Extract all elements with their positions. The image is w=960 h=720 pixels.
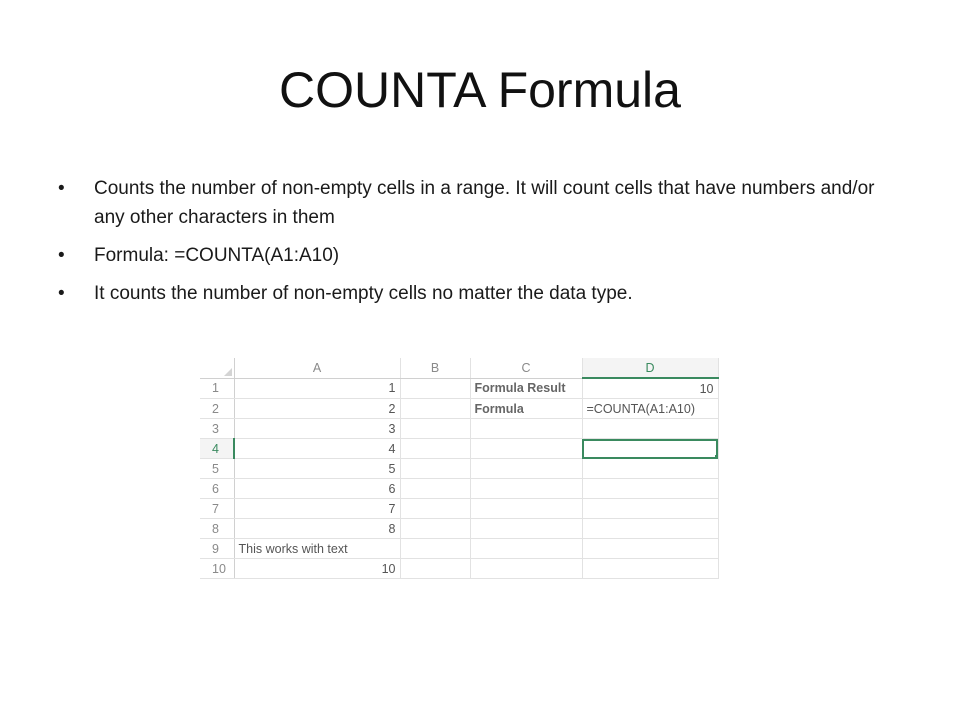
table-row: [200, 539, 718, 559]
cell-d8[interactable]: [582, 519, 718, 539]
spreadsheet: [200, 358, 719, 579]
table-row: [200, 519, 718, 539]
cell-b9[interactable]: [400, 539, 470, 559]
cell-a9[interactable]: This works with text: [234, 539, 400, 559]
cell-a5[interactable]: 5: [234, 459, 400, 479]
bullet-dot: •: [58, 178, 65, 199]
column-header-c[interactable]: C: [470, 358, 582, 378]
bullet-item: [58, 174, 878, 232]
cell-c8[interactable]: [470, 519, 582, 539]
table-row: [200, 459, 718, 479]
cell-b2[interactable]: [400, 399, 470, 419]
cell-a1[interactable]: 1: [234, 378, 400, 399]
table-row: [200, 499, 718, 519]
cell-b8[interactable]: [400, 519, 470, 539]
cell-b3[interactable]: [400, 419, 470, 439]
cell-c5[interactable]: [470, 459, 582, 479]
cell-a7[interactable]: 7: [234, 499, 400, 519]
cell-d10[interactable]: [582, 559, 718, 579]
cell-d9[interactable]: [582, 539, 718, 559]
row-header[interactable]: 5: [200, 459, 234, 479]
cell-a10[interactable]: 10: [234, 559, 400, 579]
cell-d7[interactable]: [582, 499, 718, 519]
row-header[interactable]: 10: [200, 559, 234, 579]
bullet-dot: •: [58, 245, 65, 266]
cell-d1[interactable]: 10: [582, 378, 718, 399]
cell-a2[interactable]: 2: [234, 399, 400, 419]
column-header-a[interactable]: A: [234, 358, 400, 378]
cell-d6[interactable]: [582, 479, 718, 499]
cell-a8[interactable]: 8: [234, 519, 400, 539]
cell-d5[interactable]: [582, 459, 718, 479]
bullet-list: [58, 174, 878, 317]
row-header[interactable]: 6: [200, 479, 234, 499]
cell-c2[interactable]: Formula: [470, 399, 582, 419]
row-header[interactable]: 4: [200, 439, 234, 459]
row-header[interactable]: 9: [200, 539, 234, 559]
cell-b7[interactable]: [400, 499, 470, 519]
table-row: [200, 559, 718, 579]
table-row: [200, 399, 718, 419]
cell-b6[interactable]: [400, 479, 470, 499]
select-all-corner[interactable]: [200, 358, 234, 378]
cell-b4[interactable]: [400, 439, 470, 459]
row-header[interactable]: 3: [200, 419, 234, 439]
table-row: [200, 439, 718, 459]
row-header[interactable]: 1: [200, 378, 234, 399]
bullet-text: Counts the number of non-empty cells in a range. It will count cells that have numbers and/or any other characters in them: [94, 178, 875, 228]
column-header-b[interactable]: B: [400, 358, 470, 378]
fill-handle[interactable]: [715, 455, 719, 459]
cell-a4[interactable]: 4: [234, 439, 400, 459]
table-row: [200, 378, 718, 399]
bullet-text: Formula: =COUNTA(A1:A10): [94, 245, 340, 266]
cell-c7[interactable]: [470, 499, 582, 519]
cell-a6[interactable]: 6: [234, 479, 400, 499]
cell-c6[interactable]: [470, 479, 582, 499]
cell-c1[interactable]: Formula Result: [470, 378, 582, 399]
row-header[interactable]: 8: [200, 519, 234, 539]
cell-d3[interactable]: [582, 419, 718, 439]
cell-a3[interactable]: 3: [234, 419, 400, 439]
cell-b5[interactable]: [400, 459, 470, 479]
bullet-dot: •: [58, 283, 65, 304]
row-header[interactable]: 7: [200, 499, 234, 519]
cell-c9[interactable]: [470, 539, 582, 559]
table-row: [200, 479, 718, 499]
cell-c3[interactable]: [470, 419, 582, 439]
bullet-item: [58, 279, 878, 308]
cell-b10[interactable]: [400, 559, 470, 579]
cell-d4-active[interactable]: [582, 439, 718, 459]
select-all-icon: [224, 368, 232, 376]
column-header-row: [200, 358, 718, 378]
row-header[interactable]: 2: [200, 399, 234, 419]
cell-c4[interactable]: [470, 439, 582, 459]
slide-title: COUNTA Formula: [279, 62, 681, 118]
bullet-text: It counts the number of non-empty cells no matter the data type.: [94, 283, 633, 304]
column-header-d[interactable]: D: [582, 358, 718, 378]
cell-c10[interactable]: [470, 559, 582, 579]
bullet-item: [58, 241, 878, 270]
table-row: [200, 419, 718, 439]
cell-b1[interactable]: [400, 378, 470, 399]
cell-d2[interactable]: =COUNTA(A1:A10): [582, 399, 718, 419]
